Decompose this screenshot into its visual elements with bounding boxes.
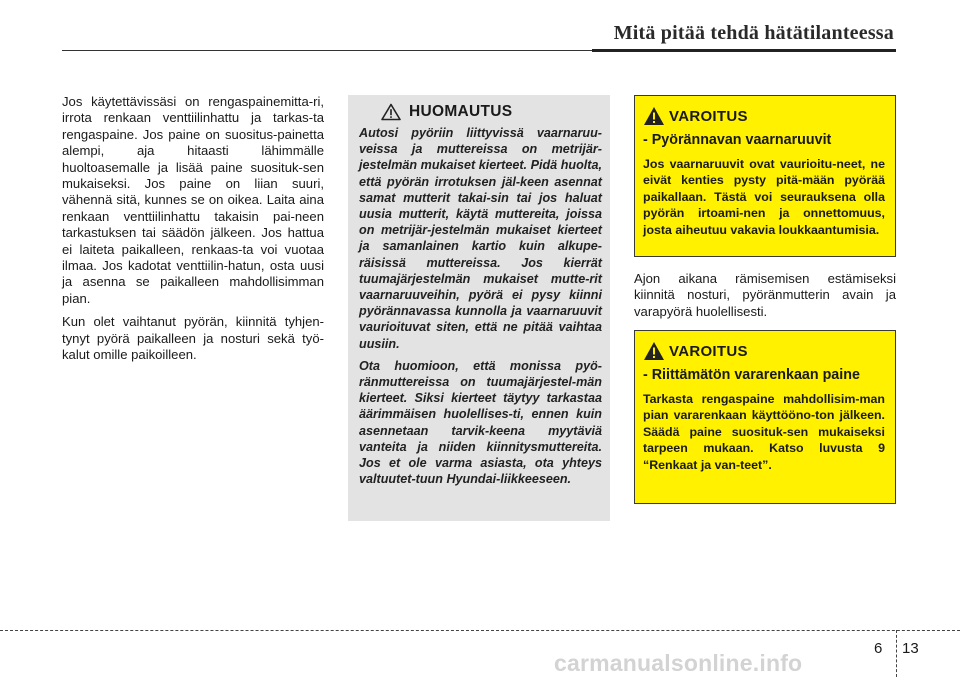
warning-header [643, 341, 885, 361]
warning-subtitle: - Riittämätön vararenkaan paine [643, 367, 860, 383]
notice-paragraph: Ota huomioon, että monissa pyö-ränmuttereissa on tuumajärjestel-män kierteet. Siksi kierteet täytyy tarkastaa äärimmäisen huolellises-ti, ennen kuin asennetaan tarvik-keena myytäviä vanteita ja niiden kiinnitysmuttereita. Jos et ole varma asiasta, ota yhteys valtuutet-tuun Hyundai-liikkeeseen. [359, 358, 602, 487]
warning-triangle-icon [643, 106, 665, 126]
notice-header [381, 103, 602, 121]
watermark: carmanualsonline.info [554, 650, 803, 676]
warning-text: Tarkasta rengaspaine mahdollisim-man pian vararenkaan käyttöönо-ton jälkeen. Säädä paine suosituk-sen mukaiseksi tarpeen mukaan. Katso luvusta 9 “Renkaat ja van-teet”. [643, 392, 885, 472]
column-left [62, 94, 324, 371]
notice-paragraph: Autosi pyöriin liittyvissä vaarnaruu-veissa ja muttereissa on metrijär-jestelmän mukaiset kierteet. Pidä huolta, että pyörän irrotuksen jäl-keen asennat samat mutterit takai-sin tai jos haluat uusia mutterit, käytä muttereita, joissa on metrijär-jestelmän mukaiset kierteet ja samanlainen kartio kuin alkupe-räisissä muttereissa. Jos kierrät tuumajärjestelmän mukaiset mutte-rit vaarnaruuveihin, pyörä ei pysy kiinni pyörännavassa kunnolla ja vaarnaruuvit vaurioituvat siten, että ne pitää vaihtaa uusiin. [359, 126, 602, 351]
notice-box [348, 95, 610, 521]
header-rule-accent [592, 49, 896, 52]
header-title: Mitä pitää tehdä hätätilanteessa [613, 22, 894, 44]
notice-title: HUOMAUTUS [409, 103, 513, 120]
chapter-number: 6 [874, 640, 883, 657]
warning-box-wheel-studs [634, 95, 896, 257]
body-paragraph: Jos käytettävissäsi on rengaspainemitta-ri, irrota renkaan venttiilinhattu ja tarkas-ta rengaspaine. Jos paine on suositus-painetta alempi, aja hitaasti lähimmälle huoltoasemalle ja lisää paine suosituk-sen mukaiseksi. Jos paine on liian suuri, vähennä sitä, kunnes se on oikea. Laita aina renkaan venttiilinhattu takaisin pai-neen tarkastuksen tai säädön jälkeen. Jos hattua ei laiteta paikalleen, renkaas-ta voi vuotaa ilmaa. Jos kadotat venttiilin-hatun, osta uusi ja asenna se paikalleen mahdollisimman pian. [62, 94, 324, 306]
column-right-text [634, 271, 896, 327]
page-number: 13 [902, 640, 919, 657]
warning-text: Jos vaarnaruuvit ovat vaurioitu-neet, ne eivät kenties pysty pitä-mään pyörää paikallaan. Tästä voi seurauksena olla pyörän irtoami-nen ja onnettomuus, josta aiheutuu vakavia loukkaantumisia. [643, 157, 885, 237]
body-paragraph: Ajon aikana rämisemisen estämiseksi kiinnitä nosturi, pyöränmutterin avain ja varapyörä huolellisesti. [634, 271, 896, 319]
warning-title: VAROITUS [669, 342, 748, 360]
warning-title: VAROITUS [669, 107, 748, 125]
footer-page-separator [896, 630, 897, 677]
caution-triangle-icon [381, 103, 401, 121]
footer-divider [0, 630, 960, 631]
body-paragraph: Kun olet vaihtanut pyörän, kiinnitä tyhjen-tynyt pyörä paikalleen ja nosturi sekä työ-kalut omille paikoilleen. [62, 314, 324, 363]
warning-box-spare-pressure [634, 330, 896, 504]
warning-header [643, 106, 885, 126]
warning-subtitle: - Pyörännavan vaarnaruuvit [643, 132, 832, 148]
warning-triangle-icon [643, 341, 665, 361]
